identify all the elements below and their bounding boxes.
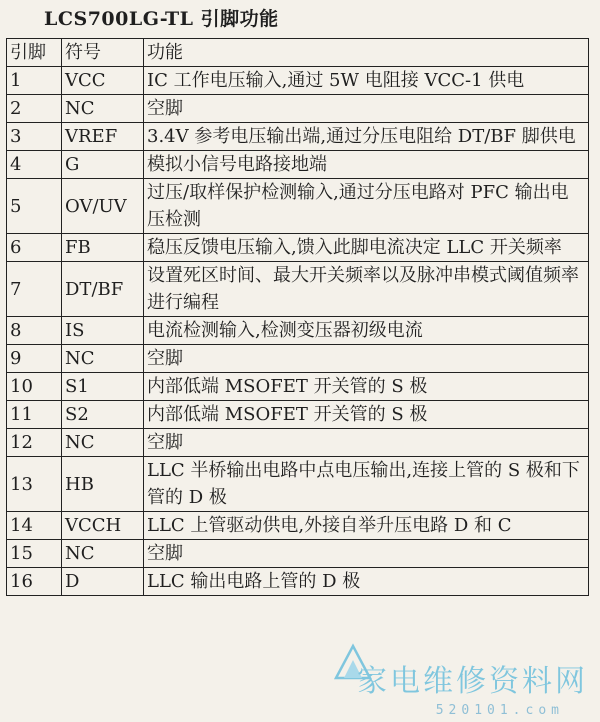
pin-symbol: NC — [62, 429, 144, 457]
table-row — [7, 151, 589, 179]
page-title: LCS700LG-TL 引脚功能 — [44, 8, 279, 30]
pin-number: 14 — [7, 512, 62, 540]
pin-function: 模拟小信号电路接地端 — [144, 151, 589, 179]
pin-function: LLC 输出电路上管的 D 极 — [144, 568, 589, 596]
pin-symbol: S2 — [62, 401, 144, 429]
pin-function: 内部低端 MSOFET 开关管的 S 极 — [144, 373, 589, 401]
pin-function: 3.4V 参考电压输出端,通过分压电阻给 DT/BF 脚供电 — [144, 123, 589, 151]
table-row — [7, 457, 589, 512]
pin-symbol: DT/BF — [62, 262, 144, 317]
pin-symbol: FB — [62, 234, 144, 262]
pin-function: 空脚 — [144, 345, 589, 373]
header-pin: 引脚 — [7, 39, 62, 67]
table-header-row — [7, 39, 589, 67]
pin-symbol: G — [62, 151, 144, 179]
table-row — [7, 540, 589, 568]
pin-function: IC 工作电压输入,通过 5W 电阻接 VCC-1 供电 — [144, 67, 589, 95]
pin-symbol: S1 — [62, 373, 144, 401]
pin-number: 12 — [7, 429, 62, 457]
pin-number: 16 — [7, 568, 62, 596]
pin-function: 内部低端 MSOFET 开关管的 S 极 — [144, 401, 589, 429]
pin-function: 空脚 — [144, 540, 589, 568]
pin-symbol: HB — [62, 457, 144, 512]
table-row — [7, 123, 589, 151]
pin-function: 设置死区时间、最大开关频率以及脉冲串模式阈值频率进行编程 — [144, 262, 589, 317]
pin-number: 6 — [7, 234, 62, 262]
pin-number: 11 — [7, 401, 62, 429]
pin-function: LLC 半桥输出电路中点电压输出,连接上管的 S 极和下管的 D 极 — [144, 457, 589, 512]
pin-number: 3 — [7, 123, 62, 151]
pin-function: 空脚 — [144, 95, 589, 123]
pin-symbol: VCC — [62, 67, 144, 95]
pin-number: 15 — [7, 540, 62, 568]
pin-function: 电流检测输入,检测变压器初级电流 — [144, 317, 589, 345]
pin-number: 7 — [7, 262, 62, 317]
pin-function: 空脚 — [144, 429, 589, 457]
pin-symbol: VCCH — [62, 512, 144, 540]
header-symbol: 符号 — [62, 39, 144, 67]
pin-number: 2 — [7, 95, 62, 123]
table-row — [7, 179, 589, 234]
pin-number: 8 — [7, 317, 62, 345]
pin-symbol: VREF — [62, 123, 144, 151]
pin-symbol: NC — [62, 95, 144, 123]
table-row — [7, 373, 589, 401]
table-row — [7, 345, 589, 373]
table-row — [7, 67, 589, 95]
pin-symbol: OV/UV — [62, 179, 144, 234]
pin-function: 过压/取样保护检测输入,通过分压电路对 PFC 输出电压检测 — [144, 179, 589, 234]
table-row — [7, 568, 589, 596]
watermark-text: 家电维修资料网 — [357, 664, 588, 699]
table-row — [7, 234, 589, 262]
pin-symbol: NC — [62, 540, 144, 568]
table-row — [7, 317, 589, 345]
pin-function: LLC 上管驱动供电,外接自举升压电路 D 和 C — [144, 512, 589, 540]
table-row — [7, 401, 589, 429]
table-row — [7, 95, 589, 123]
pin-number: 5 — [7, 179, 62, 234]
pin-number: 13 — [7, 457, 62, 512]
pin-number: 1 — [7, 67, 62, 95]
pin-number: 10 — [7, 373, 62, 401]
pin-symbol: NC — [62, 345, 144, 373]
pin-function-table — [6, 38, 589, 596]
pin-symbol: D — [62, 568, 144, 596]
table-row — [7, 512, 589, 540]
header-function: 功能 — [144, 39, 589, 67]
pin-number: 9 — [7, 345, 62, 373]
pin-function: 稳压反馈电压输入,馈入此脚电流决定 LLC 开关频率 — [144, 234, 589, 262]
table-row — [7, 262, 589, 317]
table-row — [7, 429, 589, 457]
pin-number: 4 — [7, 151, 62, 179]
watermark-url: 520101.com — [435, 703, 564, 718]
pin-symbol: IS — [62, 317, 144, 345]
